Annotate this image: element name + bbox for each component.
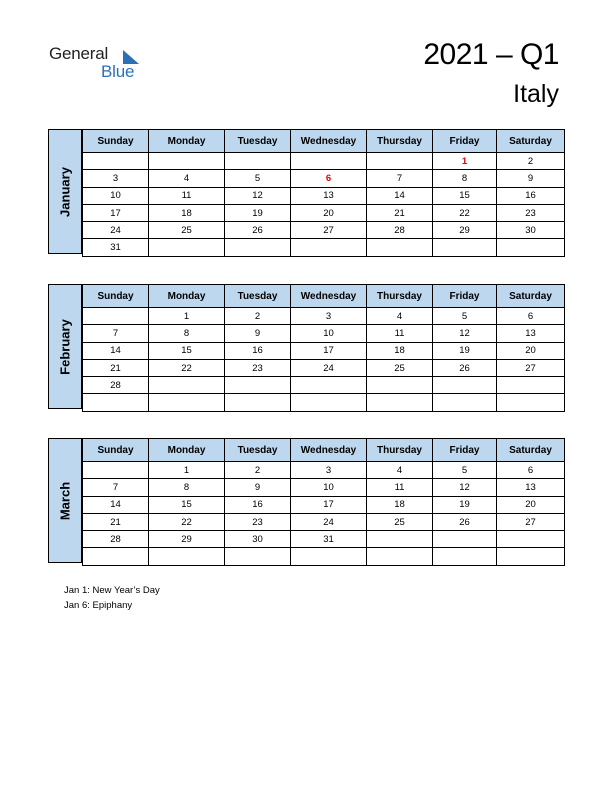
day-cell — [291, 548, 367, 565]
day-cell: 1 — [149, 308, 225, 325]
weekday-header: Thursday — [367, 130, 433, 153]
day-cell: 2 — [497, 153, 565, 170]
day-cell: 4 — [367, 462, 433, 479]
day-cell — [497, 548, 565, 565]
month-calendar-february — [48, 284, 564, 409]
week-row — [83, 479, 565, 496]
month-label-box — [48, 438, 82, 563]
week-row — [83, 170, 565, 187]
day-cell: 20 — [291, 204, 367, 221]
day-cell — [291, 239, 367, 256]
day-cell: 13 — [291, 187, 367, 204]
day-cell: 27 — [497, 513, 565, 530]
day-cell: 6 — [497, 308, 565, 325]
day-cell: 31 — [291, 531, 367, 548]
logo — [49, 44, 159, 84]
day-cell — [433, 531, 497, 548]
month-name: March — [57, 481, 73, 520]
month-calendar-march — [48, 438, 564, 563]
day-cell: 9 — [225, 479, 291, 496]
week-row — [83, 531, 565, 548]
day-cell: 15 — [149, 496, 225, 513]
weekday-header: Sunday — [83, 130, 149, 153]
day-cell: 23 — [225, 513, 291, 530]
day-cell: 6 — [291, 170, 367, 187]
weekday-header: Sunday — [83, 439, 149, 462]
day-cell: 26 — [433, 359, 497, 376]
day-cell: 18 — [367, 342, 433, 359]
day-cell: 29 — [433, 222, 497, 239]
day-cell: 2 — [225, 462, 291, 479]
day-cell: 19 — [433, 342, 497, 359]
day-cell — [83, 394, 149, 411]
day-cell: 23 — [225, 359, 291, 376]
week-row — [83, 204, 565, 221]
day-cell: 15 — [149, 342, 225, 359]
month-name: February — [57, 318, 73, 375]
day-cell — [433, 239, 497, 256]
weekday-header: Thursday — [367, 439, 433, 462]
day-cell — [497, 239, 565, 256]
day-cell — [291, 394, 367, 411]
day-cell: 2 — [225, 308, 291, 325]
week-row — [83, 153, 565, 170]
day-cell: 12 — [225, 187, 291, 204]
month-table — [82, 284, 565, 412]
weekday-header: Monday — [149, 439, 225, 462]
day-cell — [497, 377, 565, 394]
day-cell: 5 — [225, 170, 291, 187]
day-cell: 14 — [367, 187, 433, 204]
week-row — [83, 325, 565, 342]
day-cell — [83, 153, 149, 170]
day-cell: 25 — [149, 222, 225, 239]
day-cell: 4 — [149, 170, 225, 187]
day-cell: 3 — [291, 308, 367, 325]
weekday-header-row — [83, 130, 565, 153]
day-cell — [225, 548, 291, 565]
month-name: January — [57, 166, 73, 217]
day-cell — [291, 153, 367, 170]
week-row — [83, 187, 565, 204]
holiday-note: Jan 1: New Year’s Day — [64, 585, 160, 596]
logo-general-text: General — [49, 44, 109, 63]
day-cell: 17 — [291, 496, 367, 513]
day-cell: 14 — [83, 342, 149, 359]
weekday-header: Saturday — [497, 439, 565, 462]
day-cell: 9 — [497, 170, 565, 187]
day-cell: 24 — [83, 222, 149, 239]
day-cell: 11 — [149, 187, 225, 204]
day-cell: 28 — [83, 531, 149, 548]
weekday-header: Monday — [149, 130, 225, 153]
country-name: Italy — [513, 80, 559, 108]
week-row — [83, 239, 565, 256]
day-cell: 14 — [83, 496, 149, 513]
week-row — [83, 548, 565, 565]
logo-blue-text: Blue — [101, 62, 135, 81]
day-cell: 18 — [149, 204, 225, 221]
day-cell: 11 — [367, 325, 433, 342]
day-cell — [149, 548, 225, 565]
week-row — [83, 513, 565, 530]
day-cell — [83, 548, 149, 565]
weekday-header: Friday — [433, 285, 497, 308]
day-cell: 21 — [83, 513, 149, 530]
day-cell: 28 — [83, 377, 149, 394]
day-cell: 28 — [367, 222, 433, 239]
day-cell: 26 — [225, 222, 291, 239]
day-cell: 9 — [225, 325, 291, 342]
day-cell: 21 — [83, 359, 149, 376]
day-cell — [367, 394, 433, 411]
day-cell — [367, 377, 433, 394]
holiday-note: Jan 6: Epiphany — [64, 600, 133, 611]
day-cell — [149, 394, 225, 411]
weekday-header-row — [83, 285, 565, 308]
week-row — [83, 496, 565, 513]
day-cell: 22 — [433, 204, 497, 221]
day-cell: 27 — [291, 222, 367, 239]
day-cell — [225, 153, 291, 170]
day-cell: 8 — [149, 479, 225, 496]
day-cell: 11 — [367, 479, 433, 496]
day-cell: 5 — [433, 308, 497, 325]
day-cell: 24 — [291, 359, 367, 376]
weekday-header: Friday — [433, 439, 497, 462]
day-cell: 16 — [225, 342, 291, 359]
day-cell — [433, 548, 497, 565]
day-cell — [225, 239, 291, 256]
day-cell: 10 — [291, 479, 367, 496]
month-table — [82, 438, 565, 566]
day-cell: 4 — [367, 308, 433, 325]
day-cell — [433, 377, 497, 394]
day-cell: 6 — [497, 462, 565, 479]
day-cell: 16 — [225, 496, 291, 513]
week-row — [83, 222, 565, 239]
day-cell: 25 — [367, 513, 433, 530]
day-cell: 29 — [149, 531, 225, 548]
holiday-notes — [64, 583, 160, 613]
week-row — [83, 359, 565, 376]
day-cell: 17 — [291, 342, 367, 359]
weekday-header: Monday — [149, 285, 225, 308]
day-cell: 7 — [83, 479, 149, 496]
week-row — [83, 308, 565, 325]
day-cell: 5 — [433, 462, 497, 479]
day-cell — [497, 531, 565, 548]
day-cell: 17 — [83, 204, 149, 221]
day-cell: 20 — [497, 496, 565, 513]
weekday-header: Wednesday — [291, 285, 367, 308]
month-label-box — [48, 284, 82, 409]
day-cell: 12 — [433, 325, 497, 342]
day-cell: 19 — [433, 496, 497, 513]
day-cell: 8 — [433, 170, 497, 187]
day-cell: 30 — [497, 222, 565, 239]
weekday-header: Wednesday — [291, 130, 367, 153]
weekday-header: Tuesday — [225, 130, 291, 153]
day-cell: 27 — [497, 359, 565, 376]
day-cell — [83, 308, 149, 325]
weekday-header: Friday — [433, 130, 497, 153]
day-cell: 7 — [83, 325, 149, 342]
weekday-header-row — [83, 439, 565, 462]
day-cell — [433, 394, 497, 411]
day-cell: 30 — [225, 531, 291, 548]
page-title: 2021 – Q1 — [423, 38, 559, 71]
day-cell: 15 — [433, 187, 497, 204]
weekday-header: Sunday — [83, 285, 149, 308]
day-cell: 19 — [225, 204, 291, 221]
week-row — [83, 394, 565, 411]
month-table — [82, 129, 565, 257]
day-cell: 3 — [291, 462, 367, 479]
day-cell — [83, 462, 149, 479]
weekday-header: Tuesday — [225, 285, 291, 308]
day-cell: 22 — [149, 359, 225, 376]
day-cell: 31 — [83, 239, 149, 256]
day-cell: 25 — [367, 359, 433, 376]
weekday-header: Saturday — [497, 130, 565, 153]
month-label-box — [48, 129, 82, 254]
weekday-header: Tuesday — [225, 439, 291, 462]
day-cell: 7 — [367, 170, 433, 187]
day-cell: 22 — [149, 513, 225, 530]
day-cell: 20 — [497, 342, 565, 359]
month-calendar-january — [48, 129, 564, 254]
day-cell: 21 — [367, 204, 433, 221]
day-cell: 23 — [497, 204, 565, 221]
day-cell — [149, 153, 225, 170]
day-cell: 10 — [291, 325, 367, 342]
day-cell — [367, 153, 433, 170]
day-cell: 16 — [497, 187, 565, 204]
day-cell: 24 — [291, 513, 367, 530]
week-row — [83, 462, 565, 479]
day-cell: 10 — [83, 187, 149, 204]
day-cell — [497, 394, 565, 411]
day-cell — [225, 377, 291, 394]
day-cell — [225, 394, 291, 411]
day-cell — [291, 377, 367, 394]
day-cell — [367, 239, 433, 256]
day-cell: 8 — [149, 325, 225, 342]
weekday-header: Thursday — [367, 285, 433, 308]
day-cell: 13 — [497, 479, 565, 496]
week-row — [83, 342, 565, 359]
day-cell: 18 — [367, 496, 433, 513]
weekday-header: Saturday — [497, 285, 565, 308]
week-row — [83, 377, 565, 394]
day-cell: 1 — [149, 462, 225, 479]
day-cell — [149, 239, 225, 256]
day-cell: 3 — [83, 170, 149, 187]
weekday-header: Wednesday — [291, 439, 367, 462]
day-cell: 1 — [433, 153, 497, 170]
day-cell — [367, 548, 433, 565]
day-cell — [149, 377, 225, 394]
day-cell — [367, 531, 433, 548]
day-cell: 13 — [497, 325, 565, 342]
day-cell: 12 — [433, 479, 497, 496]
day-cell: 26 — [433, 513, 497, 530]
